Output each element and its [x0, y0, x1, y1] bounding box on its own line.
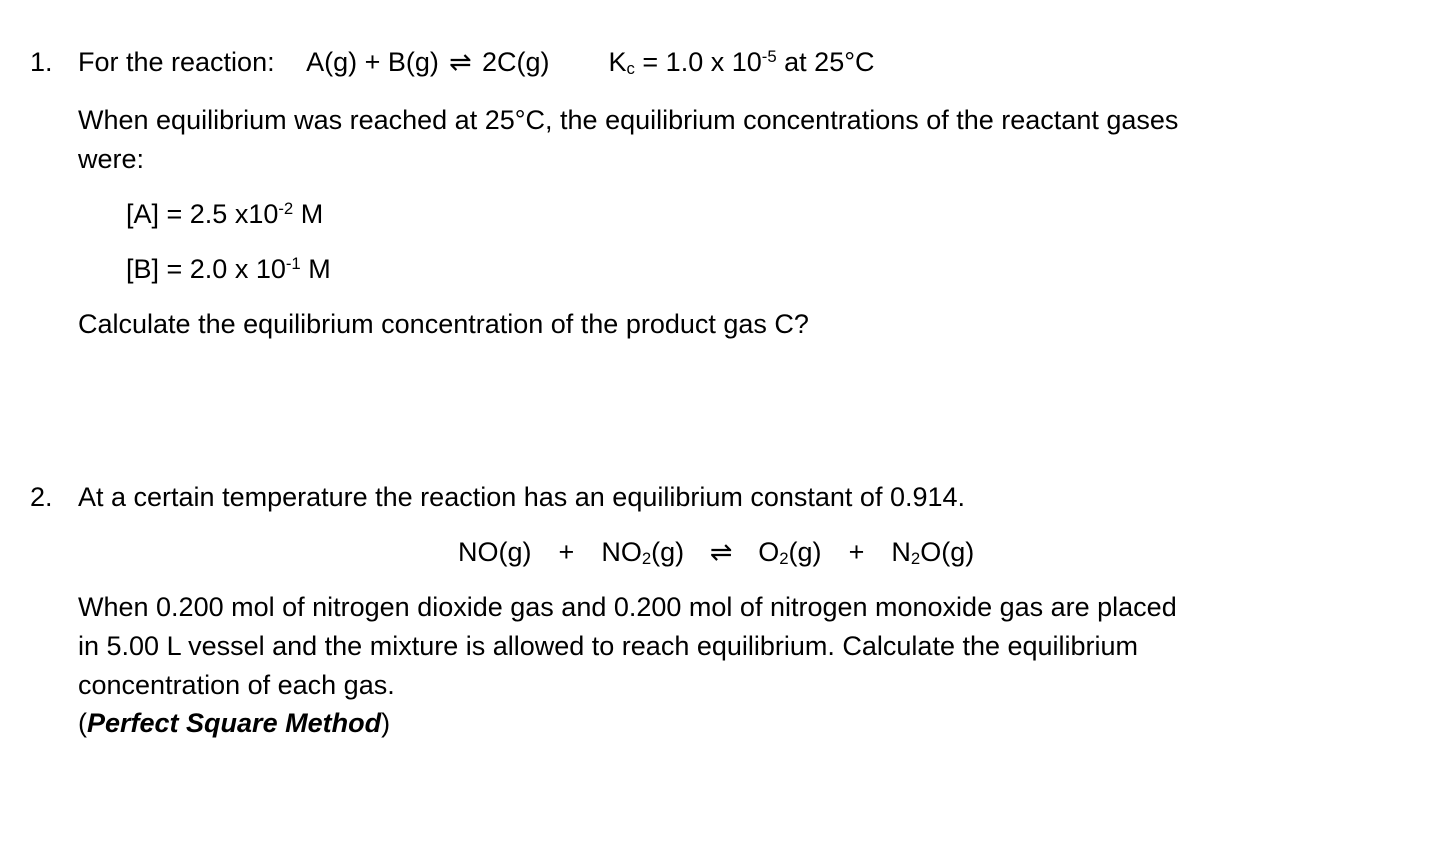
question-1-prompt: Calculate the equilibrium concentration of the product gas C? — [78, 309, 809, 339]
kc-exponent: -5 — [761, 46, 777, 66]
kc-value: = 1.0 x 10 — [642, 47, 762, 77]
equation-plus-2: + — [848, 537, 865, 567]
reaction-intro: For the reaction: — [78, 47, 275, 77]
question-1-number: 1. — [30, 47, 53, 77]
question-2-body-line-3: concentration of each gas. — [78, 670, 395, 700]
question-1-reaction-line — [78, 46, 875, 79]
concentration-a-value: [A] = 2.5 x10 — [126, 199, 279, 229]
equation-plus-1: + — [558, 537, 575, 567]
equation-n2o: $N_2O(g)$ — [891, 537, 975, 569]
question-2-statement: At a certain temperature the reaction has an equilibrium constant of 0.914. — [78, 482, 966, 512]
concentration-b — [126, 253, 331, 284]
equation-no2: $NO_2(g)$ — [601, 537, 685, 569]
kc-subscript: c — [626, 59, 635, 79]
concentration-b-unit: M — [308, 254, 331, 284]
method-open-paren: ( — [78, 708, 87, 738]
method-name: Perfect Square Method — [87, 708, 382, 738]
reaction-products: 2C(g) — [481, 47, 550, 77]
question-1-statement-line-1: When equilibrium was reached at 25°C, the equilibrium concentrations of the reactant gases — [78, 105, 1179, 135]
equation-o2: $O_2(g)$ — [758, 537, 822, 569]
concentration-a — [126, 198, 324, 229]
cropped-heading-remnant — [0, 0, 1430, 6]
equilibrium-arrow-icon: ⇌ — [709, 537, 733, 567]
concentration-b-exponent: -1 — [285, 253, 301, 273]
question-2-body-line-2: in 5.00 L vessel and the mixture is allowed to reach equilibrium. Calculate the equilibrium — [78, 631, 1139, 661]
equilibrium-arrow-icon: ⇌ — [449, 47, 472, 77]
method-close-paren: ) — [381, 708, 391, 738]
question-2-method — [78, 710, 390, 737]
question-2-number: 2. — [30, 482, 53, 512]
kc-temperature: at 25°C — [784, 47, 875, 77]
concentration-a-unit: M — [300, 199, 324, 229]
question-1-statement-line-2: were: — [78, 144, 145, 174]
equation-no: NO(g) — [458, 537, 532, 567]
question-2-body-line-1: When 0.200 mol of nitrogen dioxide gas and 0.200 mol of nitrogen monoxide gas are placed — [78, 592, 1177, 622]
concentration-a-exponent: -2 — [278, 198, 294, 218]
kc-symbol: K — [608, 47, 627, 77]
reaction-reactants: A(g) + B(g) — [306, 47, 439, 77]
concentration-b-value: [B] = 2.0 x 10 — [126, 254, 286, 284]
question-2-equation — [458, 537, 975, 569]
